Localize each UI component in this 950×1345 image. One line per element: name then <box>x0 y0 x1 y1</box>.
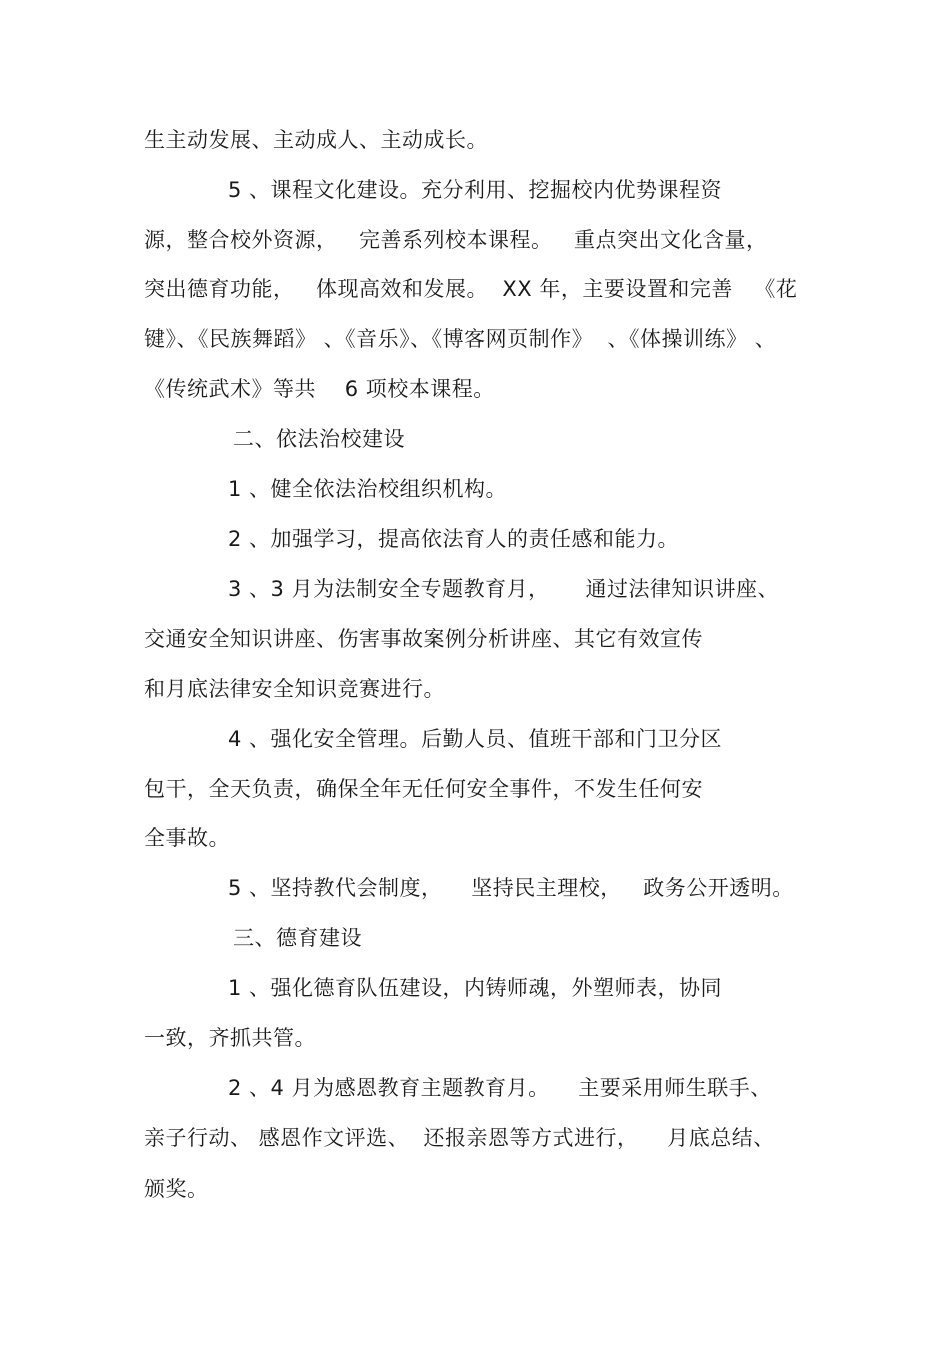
body-text-line: 生主动发展、主动成人、主动成长。 <box>144 128 488 152</box>
body-text-line: 一致，齐抓共管。 <box>144 1026 316 1050</box>
body-text-line: 《传统武术》等共 6 项校本课程。 <box>144 377 495 401</box>
body-text-line: 键》、《民族舞蹈》 、《音乐》、《博客网页制作》 、《体操训练》 、 <box>144 327 777 351</box>
body-text-line: 颁奖。 <box>144 1177 209 1201</box>
body-text-line: 和月底法律安全知识竞赛进行。 <box>144 677 445 701</box>
section-heading-moral: 三、德育建设 <box>233 926 362 950</box>
list-item: 2 、4 月为感恩教育主题教育月。 主要采用师生联手、 <box>228 1076 772 1100</box>
list-item: 4 、强化安全管理。后勤人员、值班干部和门卫分区 <box>228 727 723 751</box>
section-item-5-curriculum: 5 、课程文化建设。充分利用、挖掘校内优势课程资 <box>228 178 723 202</box>
section-heading-law: 二、依法治校建设 <box>233 427 405 451</box>
list-item: 1 、健全依法治校组织机构。 <box>228 477 508 501</box>
body-text-line: 全事故。 <box>144 826 230 850</box>
list-item: 1 、强化德育队伍建设，内铸师魂，外塑师表，协同 <box>228 976 723 1000</box>
body-text-line: 交通安全知识讲座、伤害事故案例分析讲座、其它有效宣传 <box>144 627 703 651</box>
body-text-line: 源，整合校外资源， 完善系列校本课程。 重点突出文化含量， <box>144 228 768 252</box>
body-text-line: 亲子行动、 感恩作文评选、 还报亲恩等方式进行， 月底总结、 <box>144 1126 775 1150</box>
body-text-line: 包干，全天负责，确保全年无任何安全事件，不发生任何安 <box>144 777 703 801</box>
list-item: 2 、加强学习，提高依法育人的责任感和能力。 <box>228 527 680 551</box>
body-text-line: 突出德育功能， 体现高效和发展。 XX 年，主要设置和完善 《花 <box>144 277 798 301</box>
list-item: 3 、3 月为法制安全专题教育月， 通过法律知识讲座、 <box>228 577 779 601</box>
list-item: 5 、坚持教代会制度， 坚持民主理校， 政务公开透明。 <box>228 876 794 900</box>
